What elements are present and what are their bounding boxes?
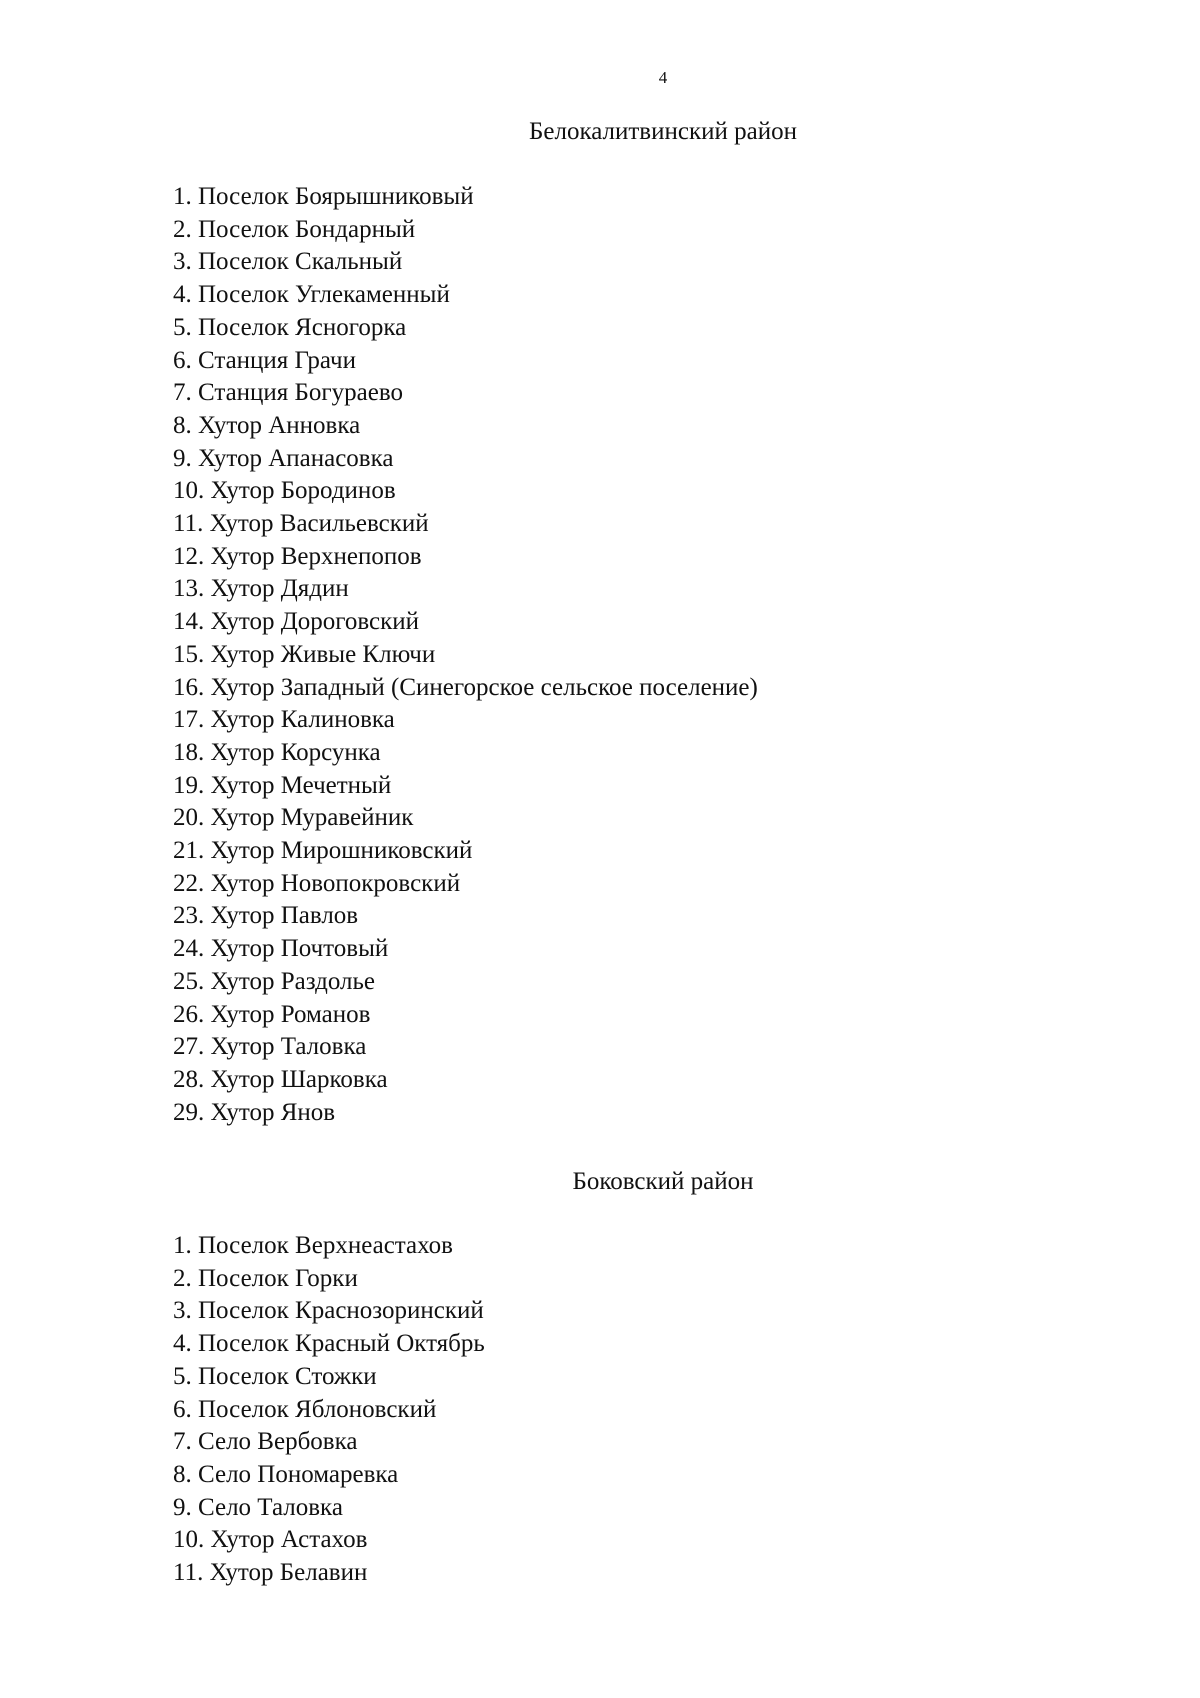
list-item: 16. Хутор Западный (Синегорское сельское поселение): [173, 673, 758, 701]
list-item: 2. Поселок Горки: [173, 1264, 358, 1292]
list-item: 29. Хутор Янов: [173, 1098, 336, 1126]
list-item: 13. Хутор Дядин: [173, 575, 349, 603]
list-item: 7. Село Вербовка: [173, 1428, 358, 1456]
list-item: 20. Хутор Муравейник: [173, 804, 414, 832]
list-item: 6. Поселок Яблоновский: [173, 1395, 437, 1423]
list-item: 18. Хутор Корсунка: [173, 738, 381, 766]
list-item: 27. Хутор Таловка: [173, 1033, 367, 1061]
list-item: 8. Хутор Анновка: [173, 411, 361, 439]
list-item: 11. Хутор Васильевский: [173, 510, 429, 538]
list-item: 23. Хутор Павлов: [173, 902, 359, 930]
list-item: 3. Поселок Скальный: [173, 248, 403, 276]
list-item: 10. Хутор Бородинов: [173, 477, 396, 505]
list-item: 28. Хутор Шарковка: [173, 1065, 388, 1093]
list-item: 26. Хутор Романов: [173, 1000, 371, 1028]
section-title-bokovsky: Боковский район: [572, 1168, 754, 1195]
page-number: 4: [658, 68, 668, 87]
list-item: 25. Хутор Раздолье: [173, 967, 375, 995]
list-item: 9. Хутор Апанасовка: [173, 444, 394, 472]
list-item: 4. Поселок Углекаменный: [173, 281, 450, 309]
list-item: 9. Село Таловка: [173, 1493, 343, 1521]
list-item: 5. Поселок Ясногорка: [173, 313, 407, 341]
list-item: 4. Поселок Красный Октябрь: [173, 1330, 485, 1358]
list-item: 7. Станция Богураево: [173, 379, 403, 407]
list-item: 15. Хутор Живые Ключи: [173, 640, 436, 668]
list-item: 5. Поселок Стожки: [173, 1362, 377, 1390]
list-item: 10. Хутор Астахов: [173, 1526, 368, 1554]
list-item: 6. Станция Грачи: [173, 346, 356, 374]
settlement-list-belokalitvinsky: [173, 181, 758, 1129]
list-item: 19. Хутор Мечетный: [173, 771, 392, 799]
list-item: 14. Хутор Дороговский: [173, 608, 420, 636]
list-item: 1. Поселок Боярышниковый: [173, 183, 474, 210]
list-item: 11. Хутор Белавин: [173, 1559, 368, 1587]
settlement-list-bokovsky: [173, 1230, 485, 1590]
list-item: 17. Хутор Калиновка: [173, 706, 395, 734]
section-title-belokalitvinsky: Белокалитвинский район: [529, 118, 797, 145]
list-item: 8. Село Пономаревка: [173, 1460, 399, 1488]
list-item: 21. Хутор Мирошниковский: [173, 837, 473, 865]
list-item: 12. Хутор Верхнепопов: [173, 542, 422, 570]
list-item: 24. Хутор Почтовый: [173, 935, 389, 963]
list-item: 1. Поселок Верхнеастахов: [173, 1232, 453, 1259]
list-item: 22. Хутор Новопокровский: [173, 869, 461, 897]
list-item: 2. Поселок Бондарный: [173, 215, 416, 243]
list-item: 3. Поселок Краснозоринский: [173, 1297, 484, 1325]
